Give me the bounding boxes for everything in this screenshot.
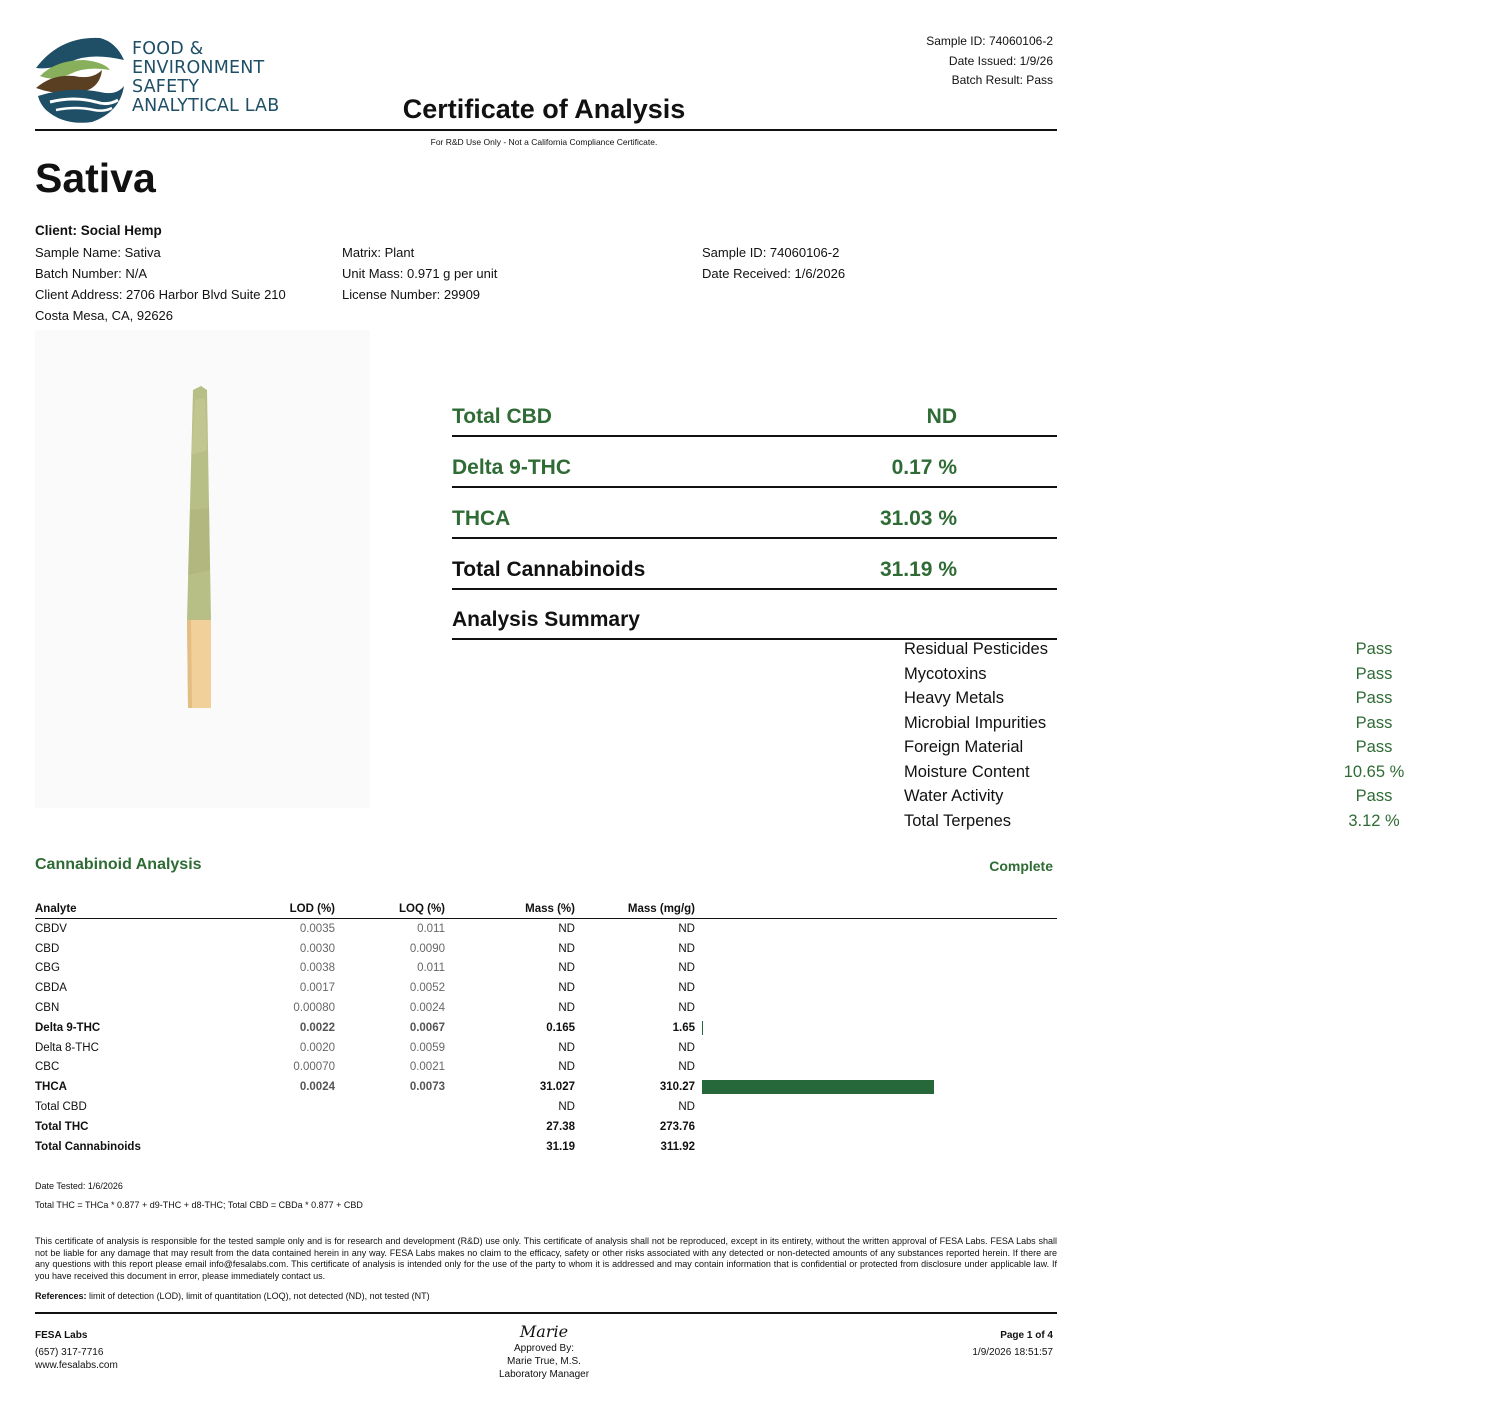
legal-disclaimer: This certificate of analysis is responsible for the tested sample only and is for research and development (R&D) use only. This certificate of analysis shall not be reproduced, except in its entirety, without the written approval of FESA Labs. FESA Labs shall not be liable for any damage that may result from the data contained herein in any way. FESA Labs makes no claim to the efficacy, safety or other risks associated with any detected or non-detected amounts of any substances reported herein. If there are any questions with this report please email info@fesalabs.com. This certificate of analysis is intended only for the use of the party to whom it is addressed and may contain information that is confidential or protected from disclosure under applicable law. If you have received this document in error, please immediately contact us. [35, 1236, 1057, 1281]
analyte-cell: Delta 9-THC [35, 1021, 101, 1034]
mass-mg-cell: 273.76 [659, 1120, 695, 1133]
mass-pct-cell: ND [558, 982, 575, 995]
pre-roll-image [35, 330, 370, 808]
product-name: Sativa [35, 155, 156, 201]
table-row [35, 1137, 1057, 1157]
col-header: LOQ (%) [399, 903, 445, 915]
table-row [35, 919, 1057, 939]
analysis-summary-title: Analysis Summary [452, 608, 640, 631]
loq-cell [335, 1117, 445, 1137]
loq-cell [335, 1097, 445, 1117]
summary-value: Pass [1355, 787, 1393, 805]
client-col-2 [342, 242, 497, 305]
loq-cell: 0.011 [417, 962, 445, 975]
rd-disclaimer: For R&D Use Only - Not a California Compliance Certificate. [430, 137, 658, 147]
mass-mg-cell: ND [678, 962, 695, 975]
loq-cell: 0.0090 [409, 942, 445, 955]
summary-label: Moisture Content [904, 762, 1030, 781]
mass-bar [702, 1021, 703, 1035]
loq-cell: 0.0059 [409, 1041, 445, 1054]
col-header: Analyte [35, 903, 77, 915]
highlight-divider [452, 486, 1057, 488]
lab-name-line: ENVIRONMENT [132, 58, 265, 78]
footer-lab [35, 1329, 118, 1372]
highlight-divider [452, 435, 1057, 437]
summary-row [904, 738, 1509, 763]
lod-cell: 0.0017 [299, 982, 335, 995]
highlight-value: 31.19 % [879, 558, 957, 581]
summary-label: Water Activity [904, 787, 1004, 805]
bar-cell [695, 1097, 1057, 1117]
footer-phone: (657) 317-7716 [35, 1347, 104, 1358]
date-received: Date Received: 1/6/2026 [702, 266, 846, 281]
mass-mg-cell: ND [678, 1041, 695, 1054]
mass-pct-cell: 27.38 [546, 1120, 575, 1133]
highlight-label: Delta 9-THC [452, 456, 572, 479]
highlight-total-cannabinoids [452, 558, 1057, 609]
summary-value: Pass [1355, 689, 1393, 707]
mass-mg-cell: ND [678, 1002, 695, 1015]
mass-mg-cell: ND [678, 922, 695, 935]
analyte-cell: Total Cannabinoids [35, 1140, 141, 1153]
document-title: Certificate of Analysis [402, 94, 686, 124]
batch-number: Batch Number: N/A [35, 266, 147, 281]
approved-by: Approved By: [513, 1343, 575, 1354]
highlight-label: Total Cannabinoids [452, 558, 646, 581]
bar-cell [695, 978, 1057, 998]
mass-bar [702, 1080, 934, 1094]
loq-cell [335, 1137, 445, 1157]
client-col-3 [702, 242, 845, 284]
analyte-cell: CBC [35, 1061, 60, 1074]
lod-cell [235, 1097, 335, 1117]
table-row [35, 939, 1057, 959]
summary-value: Pass [1355, 738, 1393, 756]
lod-cell [235, 1117, 335, 1137]
footer-lab-name: FESA Labs [35, 1330, 88, 1341]
highlight-value: 31.03 % [879, 507, 957, 530]
highlight-divider [452, 588, 1057, 590]
bar-cell [695, 1058, 1057, 1078]
approver-title: Laboratory Manager [498, 1369, 590, 1380]
mass-pct-cell: ND [558, 942, 575, 955]
summary-label: Heavy Metals [904, 689, 1004, 707]
bar-cell [695, 1117, 1057, 1137]
date-tested: Date Tested: 1/6/2026 [35, 1181, 123, 1191]
bar-cell [695, 1077, 1057, 1097]
lod-cell: 0.0020 [299, 1041, 335, 1054]
license-number: License Number: 29909 [342, 287, 481, 302]
footer-website: www.fesalabs.com [35, 1360, 118, 1371]
references-label: References: [35, 1291, 87, 1301]
table-row [35, 978, 1057, 998]
cannabinoid-analysis-title: Cannabinoid Analysis [35, 856, 202, 873]
mass-pct-cell: 31.19 [546, 1140, 575, 1153]
footer-timestamp: 1/9/2026 18:51:57 [972, 1347, 1053, 1358]
highlight-delta9 [452, 456, 1057, 507]
highlight-total-cbd [452, 405, 1057, 456]
cannabinoid-status: Complete [989, 858, 1053, 874]
page-number: Page 1 of 4 [1000, 1330, 1053, 1341]
analyte-cell: Delta 8-THC [35, 1041, 99, 1054]
references-text: limit of detection (LOD), limit of quantitation (LOQ), not detected (ND), not tested (NT) [86, 1291, 430, 1301]
bar-cell [695, 959, 1057, 979]
batch-result: Batch Result: Pass [951, 73, 1053, 87]
summary-row [904, 689, 1509, 714]
analyte-cell: CBD [35, 942, 60, 955]
lab-name-line: SAFETY [132, 77, 200, 97]
table-row [35, 1117, 1057, 1137]
lod-cell: 0.0038 [299, 962, 335, 975]
summary-label: Mycotoxins [904, 664, 987, 683]
highlight-label: THCA [452, 507, 511, 530]
lod-cell: 0.00070 [293, 1061, 335, 1074]
mass-mg-cell: 1.65 [672, 1021, 695, 1034]
bar-cell [695, 1018, 1057, 1038]
col-header-bar [695, 900, 1057, 919]
table-row [35, 1018, 1057, 1038]
client-name: Client: Social Hemp [35, 223, 162, 238]
highlight-thca [452, 507, 1057, 558]
analyte-cell: CBG [35, 962, 60, 975]
table-row [35, 1097, 1057, 1117]
highlight-value: 0.17 % [891, 456, 957, 479]
loq-cell: 0.0021 [409, 1061, 445, 1074]
bar-cell [695, 1038, 1057, 1058]
formula-note: Total THC = THCa * 0.877 + d9-THC + d8-THC; Total CBD = CBDa * 0.877 + CBD [35, 1200, 363, 1210]
footer-approval [444, 1322, 644, 1381]
analyte-cell: Total THC [35, 1120, 89, 1133]
sample-id: Sample ID: 74060106-2 [926, 34, 1053, 48]
mass-mg-cell: 310.27 [659, 1081, 695, 1094]
cannabinoid-table [35, 900, 1057, 1157]
mass-mg-cell: ND [678, 982, 695, 995]
header-meta [926, 32, 1053, 91]
cannabinoid-table-wrap [35, 900, 1057, 1157]
analyte-cell: CBN [35, 1002, 60, 1015]
summary-label: Microbial Impurities [904, 713, 1047, 732]
summary-value: Pass [1355, 713, 1393, 732]
analysis-summary-list [452, 640, 1405, 836]
lab-name-line: ANALYTICAL LAB [132, 96, 280, 116]
mass-pct-cell: ND [558, 922, 575, 935]
lod-cell: 0.0024 [299, 1081, 335, 1094]
mass-pct-cell: ND [558, 962, 575, 975]
mass-pct-cell: 31.027 [539, 1081, 575, 1094]
analyte-cell: CBDA [35, 982, 67, 995]
references [35, 1291, 430, 1303]
footer-page [972, 1329, 1053, 1359]
lod-cell: 0.0022 [299, 1021, 335, 1034]
mass-pct-cell: ND [558, 1002, 575, 1015]
bar-cell [695, 1137, 1057, 1157]
matrix: Matrix: Plant [342, 245, 415, 260]
lod-cell: 0.0035 [299, 922, 335, 935]
mass-pct-cell: ND [558, 1101, 575, 1114]
table-row [35, 959, 1057, 979]
table-row [35, 1077, 1057, 1097]
analyte-cell: CBDV [35, 922, 67, 935]
unit-mass: Unit Mass: 0.971 g per unit [342, 266, 498, 281]
loq-cell: 0.011 [417, 922, 445, 935]
table-row [35, 1038, 1057, 1058]
table-row [35, 998, 1057, 1018]
lod-cell: 0.0030 [299, 942, 335, 955]
mass-pct-cell: ND [558, 1061, 575, 1074]
summary-label: Residual Pesticides [904, 640, 1048, 658]
bar-cell [695, 998, 1057, 1018]
client-city: Costa Mesa, CA, 92626 [35, 308, 174, 323]
summary-row [904, 763, 1509, 788]
sample-name: Sample Name: Sativa [35, 245, 161, 260]
header-divider [35, 129, 1057, 131]
col-header: LOD (%) [289, 903, 335, 915]
footer-divider [35, 1312, 1057, 1314]
table-row [35, 1058, 1057, 1078]
summary-value: Pass [1355, 640, 1393, 658]
client-col-1 [35, 242, 286, 326]
loq-cell: 0.0024 [409, 1002, 445, 1015]
date-issued: Date Issued: 1/9/26 [948, 53, 1053, 68]
mass-mg-cell: 311.92 [660, 1140, 695, 1153]
analyte-cell: Total CBD [35, 1101, 87, 1114]
lod-cell [235, 1137, 335, 1157]
highlight-label: Total CBD [452, 405, 552, 428]
signature: Marie [519, 1322, 569, 1341]
lod-cell: 0.00080 [293, 1002, 335, 1015]
analyte-cell: THCA [35, 1081, 67, 1094]
summary-row [904, 640, 1509, 665]
product-image [35, 330, 370, 808]
bar-cell [695, 919, 1057, 939]
loq-cell: 0.0052 [409, 982, 445, 995]
summary-label: Foreign Material [904, 738, 1024, 756]
lab-name-line: FOOD & [132, 39, 204, 59]
summary-value: 3.12 % [1348, 811, 1400, 830]
highlight-value: ND [926, 405, 957, 428]
client-address: Client Address: 2706 Harbor Blvd Suite 210 [35, 287, 286, 302]
summary-value: Pass [1355, 664, 1393, 683]
approver-name: Marie True, M.S. [507, 1356, 581, 1367]
sample-id-info: Sample ID: 74060106-2 [702, 245, 840, 260]
highlight-divider [452, 537, 1057, 539]
mass-mg-cell: ND [678, 1101, 695, 1114]
mass-mg-cell: ND [678, 942, 695, 955]
mass-mg-cell: ND [678, 1061, 695, 1074]
summary-label: Total Terpenes [904, 811, 1012, 830]
loq-cell: 0.0073 [409, 1081, 445, 1094]
bar-cell [695, 939, 1057, 959]
summary-row [904, 665, 1509, 690]
summary-row [904, 714, 1509, 739]
mass-pct-cell: 0.165 [546, 1021, 575, 1034]
summary-value: 10.65 % [1343, 762, 1405, 781]
mass-pct-cell: ND [558, 1041, 575, 1054]
col-header: Mass (mg/g) [627, 903, 695, 915]
loq-cell: 0.0067 [409, 1021, 445, 1034]
summary-row [904, 787, 1509, 812]
table-header-row [35, 900, 1057, 919]
summary-row [904, 812, 1509, 837]
col-header: Mass (%) [525, 903, 575, 915]
